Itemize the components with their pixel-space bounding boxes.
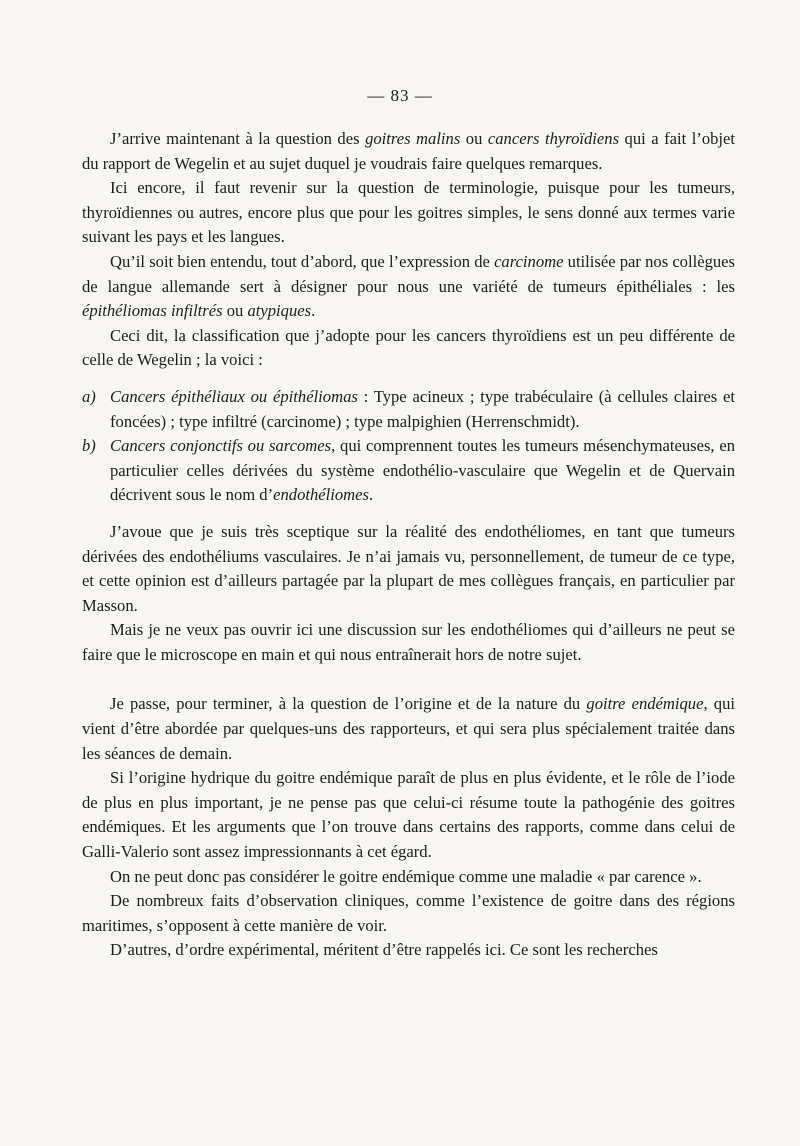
text-run: : Type acineux ; type trabéculaire (à cellules claires et foncées) ; type infiltré (carcinome) ; type malpighien (Herrenschmidt). [110,386,735,431]
paragraph-discussion: Mais je ne veux pas ouvrir ici une discussion sur les endothéliomes qui d’ailleurs ne peut se faire que le microscope en main et qui nous entraînerait hors de notre sujet. [82,620,735,664]
text-run: ou [222,301,248,321]
list-marker-a: a) [82,386,96,406]
text-run: . [311,301,316,321]
emphasis-goitres-malins: goitres malins [365,129,461,148]
paragraph-scepticism: J’avoue que je suis très sceptique sur la réalité des endothéliomes, en tant que tumeurs dérivées des endothéliums vasculaires. Je n’ai jamais vu, personnellement, de tumeur de ce type, et cette opinion est d’ailleurs partagée par la plupart de mes collègues français, en particulier par Masson. [82,521,735,615]
emphasis-epitheliomas-infiltres: épithéliomas infiltrés [82,301,223,321]
page-number: — 83 — [367,86,433,105]
paragraph-experimental: D’autres, d’ordre expérimental, méritent d’être rappelés ici. Ce sont les recherches [110,940,658,960]
list-marker-b: b) [82,436,96,456]
list-item-a [82,385,735,434]
text-run: qui a fait l’objet du rapport de Wegelin et au sujet duquel je voudrais faire quelques remarques. [82,129,736,173]
text-run: Qu’il soit bien entendu, tout d’abord, que l’expression de [110,251,495,271]
emphasis-atypiques: atypiques [247,301,312,321]
emphasis-goitre-endemique: goitre endémique [586,694,704,714]
paragraph-carence: On ne peut donc pas considérer le goitre endémique comme une maladie « par carence ». [110,866,702,886]
text-run: , qui vient d’être abordée par quelques-uns des rapporteurs, et qui sera plus spécialement traitée dans les séances de demain. [82,694,736,763]
paragraph-terminology: Ici encore, il faut revenir sur la question de terminologie, puisque pour les tumeurs, thyroïdiennes ou autres, encore plus que pour les goitres simples, le sens donné aux termes varie suivant les pays et les langues. [82,178,735,247]
paragraph-malignant-goitres [82,127,735,176]
list-item-b [82,434,735,508]
emphasis-endotheliomes: endothéliomes [273,485,369,505]
body-text [82,127,735,963]
paragraph-origine-hydrique: Si l’origine hydrique du goitre endémique paraît de plus en plus évidente, et le rôle de l’iode de plus en plus important, je ne pense pas que celui-ci résume toute la pathogénie des goitres endémiques. Et les arguments que l’on trouve dans certains des rapports, comme dans celui de Galli-Valerio sont assez impressionnants à cet égard. [82,768,735,862]
paragraph-observations-cliniques: De nombreux faits d’observation cliniques, comme l’existence de goitre dans des régions maritimes, s’opposent à cette manière de voir. [82,891,735,935]
emphasis-carcinome: carcinome [494,251,564,271]
emphasis-cancers-thyroidiens: cancers thyroïdiens [487,129,620,148]
paragraph-goitre-endemique [82,692,735,766]
text-run: utilisée par nos collègues de langue allemande sert à désigner pour nous une variété de tumeurs épithéliales : les [82,251,735,296]
text-run: J’arrive maintenant à la question des [110,129,366,148]
text-run: . [369,485,374,505]
text-run: ou [460,129,488,148]
classification-list [82,385,735,508]
text-run: , qui comprennent toutes les tumeurs mésenchymateuses, en particulier celles dérivées du système endothélio-vasculaire que Wegelin et de Quervain décrivent sous le nom d’ [110,436,736,505]
paragraph-carcinome [82,250,735,324]
text-run: Je passe, pour terminer, à la question de l’origine et de la nature du [110,694,587,714]
emphasis-cancers-conjonctifs: Cancers conjonctifs ou sarcomes [110,436,332,456]
emphasis-cancers-epitheliaux: Cancers épithéliaux ou épithéliomas [110,386,358,406]
paragraph-classification: Ceci dit, la classification que j’adopte pour les cancers thyroïdiens est un peu différente de celle de Wegelin ; la voici : [82,325,735,370]
